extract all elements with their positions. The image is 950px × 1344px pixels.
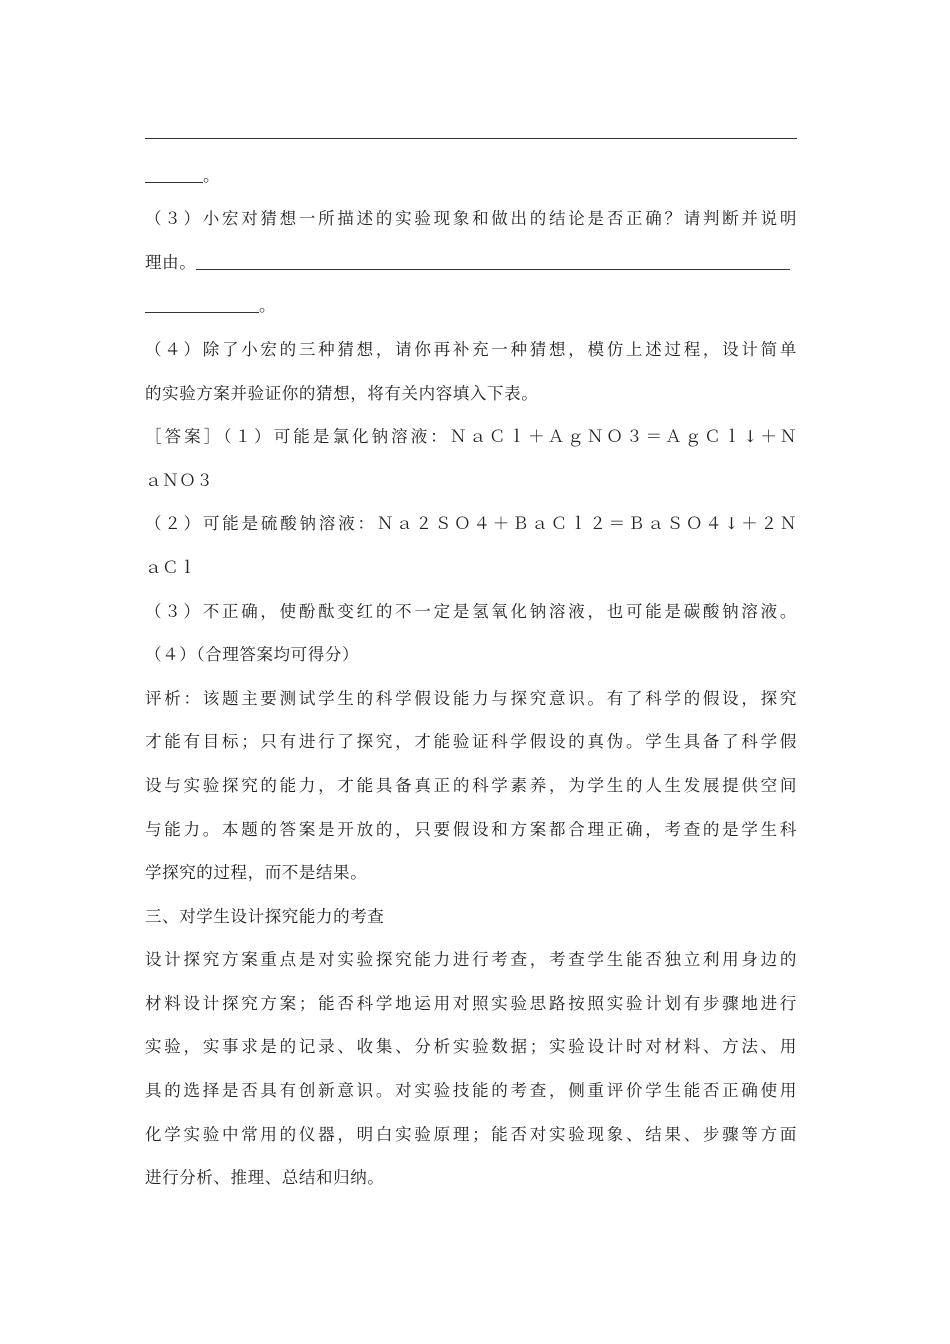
section-body-line: 设计探究方案重点是对实验探究能力进行考查，考查学生能否独立利用身边的: [145, 950, 797, 970]
question-4-line: （４）除了小宏的三种猜想，请你再补充一种猜想，模仿上述过程，设计简单: [145, 339, 797, 359]
answer-blank-line-end: [145, 284, 797, 328]
answer-4-line: （４）（合理答案均可得分）: [145, 645, 360, 665]
blank-underline[interactable]: [145, 294, 259, 313]
blank-underline[interactable]: [196, 251, 790, 270]
document-body: [145, 110, 797, 1200]
section-body-line: 化学实验中常用的仪器，明白实验原理；能否对实验现象、结果、步骤等方面: [145, 1124, 797, 1144]
punctuation: 。: [259, 296, 277, 316]
answer-1-line: ［答案］（１）可能是氯化钠溶液：ＮａＣｌ＋ＡｇＮＯ３＝ＡｇＣｌ↓＋Ｎ: [145, 427, 797, 447]
analysis-line: 评析：该题主要测试学生的科学假设能力与探究意识。有了科学的假设，探究: [145, 688, 797, 708]
answer-2-line: ａＣｌ: [145, 557, 197, 577]
answer-2-line: （２）可能是硫酸钠溶液：Ｎａ２ＳＯ４＋ＢａＣｌ２＝ＢａＳＯ４↓＋２Ｎ: [145, 514, 797, 534]
blank-underline[interactable]: [145, 164, 203, 183]
answer-3-line: （３）不正确，使酚酞变红的不一定是氢氧化钠溶液，也可能是碳酸钠溶液。: [145, 601, 797, 621]
analysis-line: 设与实验探究的能力，才能具备真正的科学素养，为学生的人生发展提供空间: [145, 775, 797, 795]
section-body-line: 进行分析、推理、总结和归纳。: [145, 1168, 385, 1188]
section-body-line: 具的选择是否具有创新意识。对实验技能的考查，侧重评价学生能否正确使用: [145, 1081, 797, 1101]
answer-1-line: ａＮＯ３: [145, 470, 214, 490]
blank-underline[interactable]: [145, 120, 797, 139]
question-3-line: （３）小宏对猜想一所描述的实验现象和做出的结论是否正确？请判断并说明: [145, 209, 797, 229]
analysis-line: 才能有目标；只有进行了探究，才能验证科学假设的真伪。学生具备了科学假: [145, 732, 797, 752]
answer-blank-line: [145, 110, 797, 154]
question-3-reason-label: 理由。: [145, 252, 197, 272]
question-3-line-reason: [145, 241, 797, 285]
section-body-line: 材料设计探究方案；能否科学地运用对照实验思路按照实验计划有步骤地进行: [145, 993, 797, 1013]
answer-blank-line-end: [145, 154, 797, 198]
punctuation: 。: [203, 165, 221, 185]
analysis-line: 与能力。本题的答案是开放的，只要假设和方案都合理正确，考查的是学生科: [145, 819, 797, 839]
analysis-line: 学探究的过程，而不是结果。: [145, 863, 368, 883]
section-title: 三、对学生设计探究能力的考查: [145, 906, 385, 926]
section-body-line: 实验，实事求是的记录、收集、分析实验数据；实验设计时对材料、方法、用: [145, 1037, 797, 1057]
question-4-line: 的实验方案并验证你的猜想，将有关内容填入下表。: [145, 383, 539, 403]
